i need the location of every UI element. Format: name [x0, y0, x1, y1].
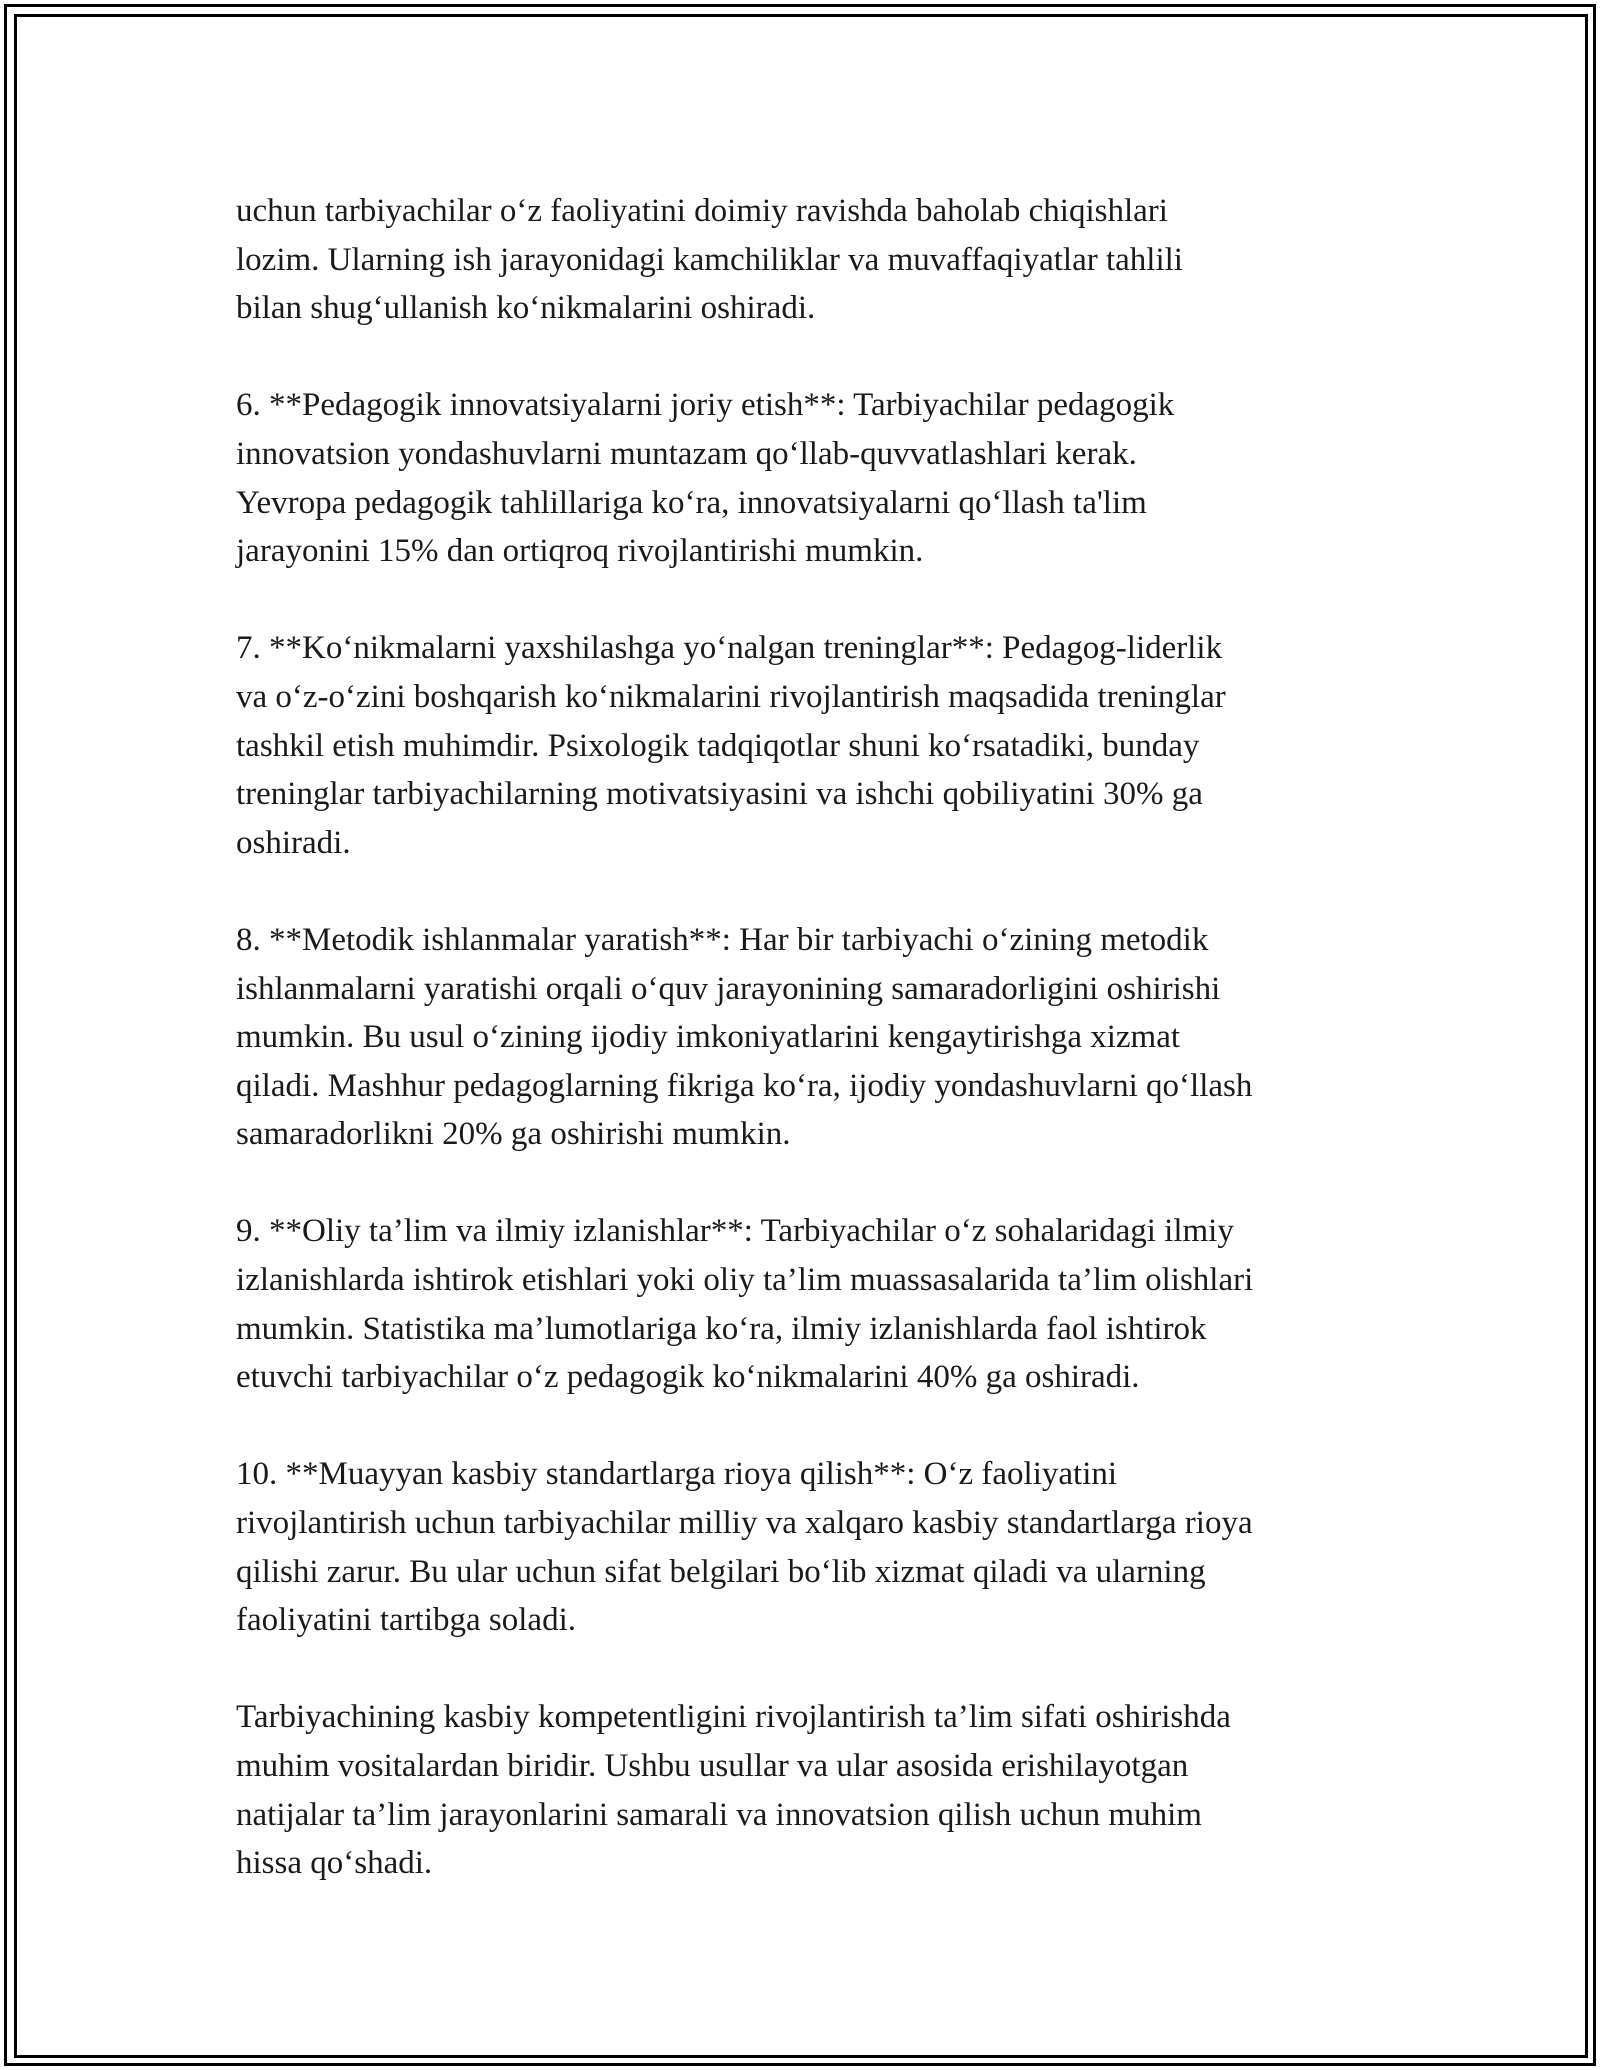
paragraph-item-10: 10. **Muayyan kasbiy standartlarga rioya qilish**: O‘z faoliyatini rivojlantirish uchun tarbiyachilar milliy va xalqaro kasbiy standartlarga rioya qilishi zarur. Bu ular uchun sifat belgilari bo‘lib xizmat qiladi va ularning faoliyatini tartibga soladi. [236, 1456, 1253, 1639]
paragraph-item-9: 9. **Oliy ta’lim va ilmiy izlanishlar**: Tarbiyachilar o‘z sohalaridagi ilmiy izlanishlarda ishtirok etishlari yoki oliy ta’lim muassasalarida ta’lim olishlari mumkin. Statistika ma’lumotlariga ko‘ra, ilmiy izlanishlarda faol ishtirok etuvchi tarbiyachilar o‘z pedagogik ko‘nikmalarini 40% ga oshiradi. [236, 1213, 1254, 1396]
paragraph-item-8: 8. **Metodik ishlanmalar yaratish**: Har bir tarbiyachi o‘zining metodik ishlanmalarni yaratishi orqali o‘quv jarayonining samaradorligini oshirishi mumkin. Bu usul o‘zining ijodiy imkoniyatlarini kengaytirishga xizmat qiladi. Mashhur pedagoglarning fikriga ko‘ra, ijodiy yondashuvlarni qo‘llash samaradorlikni 20% ga oshirishi mumkin. [236, 921, 1253, 1153]
paragraph-item-7: 7. **Ko‘nikmalarni yaxshilashga yo‘nalgan treninglar**: Pedagog-liderlik va o‘z-o‘zini boshqarish ko‘nikmalarini rivojlantirish maqsadida treninglar tashkil etish muhimdir. Psixologik tadqiqotlar shuni ko‘rsatadiki, bunday treninglar tarbiyachilarning motivatsiyasini va ishchi qobiliyatini 30% ga oshiradi. [236, 630, 1226, 861]
paragraph-item-6: 6. **Pedagogik innovatsiyalarni joriy etish**: Tarbiyachilar pedagogik innovatsion yondashuvlarni muntazam qo‘llab-quvvatlashlari kerak. Yevropa pedagogik tahlillariga ko‘ra, innovatsiyalarni qo‘llash ta'lim jarayonini 15% dan ortiqroq rivojlantirishi mumkin. [236, 387, 1175, 570]
paragraph-conclusion: Tarbiyachining kasbiy kompetentligini rivojlantirish ta’lim sifati oshirishda muhim vositalardan biridir. Ushbu usullar va ular asosida erishilayotgan natijalar ta’lim jarayonlarini samarali va innovatsion qilish uchun muhim hissa qo‘shadi. [236, 1699, 1231, 1882]
document-body [236, 187, 1376, 1888]
paragraph-continuation: uchun tarbiyachilar o‘z faoliyatini doimiy ravishda baholab chiqishlari lozim. Ularning ish jarayonidagi kamchiliklar va muvaffaqiyatlar tahlili bilan shug‘ullanish ko‘nikmalarini oshiradi. [236, 193, 1183, 327]
